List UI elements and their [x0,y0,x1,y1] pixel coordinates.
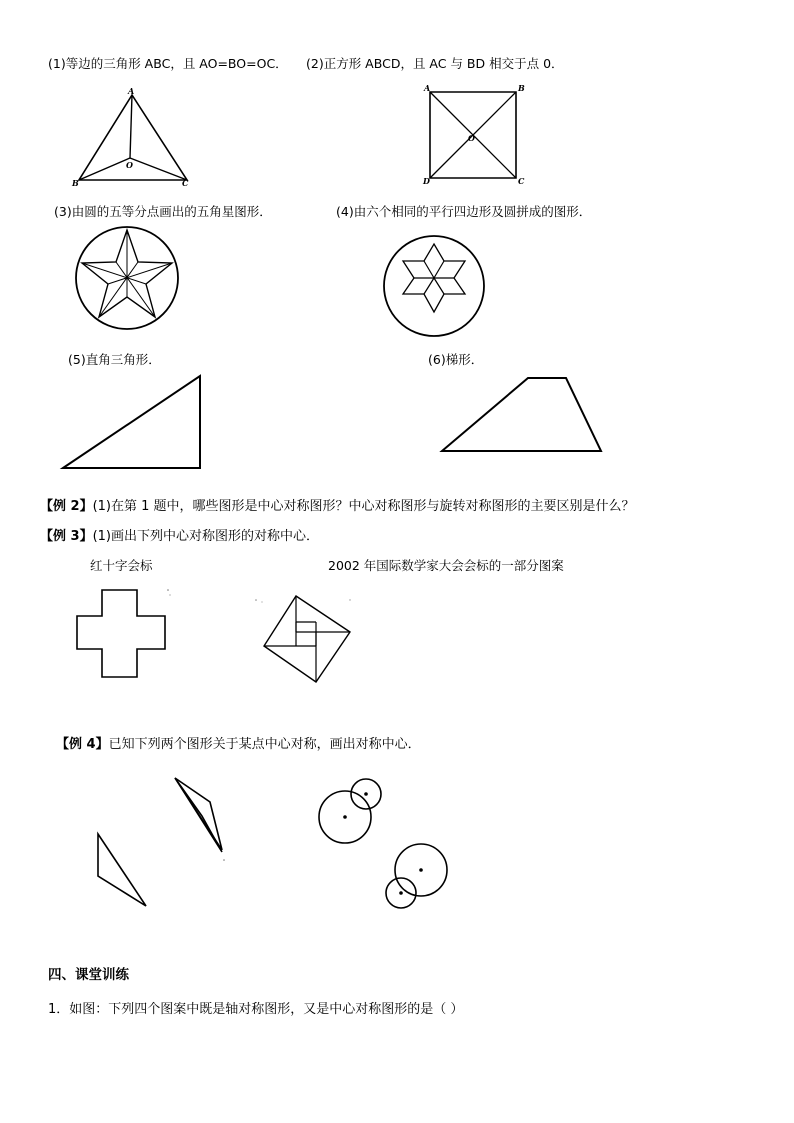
icm-pattern-figure [250,590,360,686]
example-3-tag: 【例 3】 [40,529,93,544]
red-cross-emblem-figure [72,586,172,682]
vertex-d-label: D [423,176,430,186]
caption-fig5: (5)直角三角形． [68,352,161,367]
example-2-tag: 【例 2】 [40,499,93,514]
symmetric-circles-figure [316,776,452,914]
hexagram-rhombi-figure [382,234,486,338]
right-triangle-figure [58,372,206,472]
example-4-line [56,737,421,753]
square-figure [420,84,528,184]
question-1-text: 1．如图：下列四个图案中既是轴对称图形，又是中心对称图形的是（ ） [48,1002,464,1017]
caption-fig1: (1)等边的三角形 ABC，且 AO=BO=OC． [48,56,288,71]
vertex-a-label: A [424,83,431,93]
example-3-text: (1)画出下列中心对称图形的对称中心． [92,529,319,544]
equilateral-triangle-figure [70,88,200,190]
icm-logo-label: 2002 年国际数学家大会会标的一部分图案 [328,558,564,573]
trapezoid-figure [438,374,606,456]
example-4-text: 已知下列两个图形关于某点中心对称，画出对称中心． [108,737,421,752]
vertex-c-label: C [182,178,189,188]
caption-fig3: (3)由圆的五等分点画出的五角星图形． [54,204,272,219]
vertex-b-label: B [72,178,79,188]
caption-fig4: (4)由六个相同的平行四边形及圆拼成的图形． [336,204,592,219]
example-2-text: (1)在第 1 题中，哪些图形是中心对称图形？中心对称图形与旋转对称图形的主要区别是什么？ [92,499,635,514]
example-3-line [40,529,319,545]
example-2-line [40,499,635,515]
symmetric-triangles-figure [90,774,240,912]
star-in-circle-figure [70,224,182,332]
vertex-c-label: C [518,176,525,186]
vertex-a-label: A [128,86,135,96]
red-cross-label: 红十字会标 [90,558,153,573]
caption-fig6: (6)梯形． [428,352,484,367]
center-o-label: O [468,133,475,143]
caption-fig2: (2)正方形 ABCD，且 AC 与 BD 相交于点 0． [306,56,564,71]
example-4-tag: 【例 4】 [56,737,109,752]
section-4-heading: 四、课堂训练 [48,967,129,983]
vertex-b-label: B [518,83,525,93]
center-o-label: O [126,160,133,170]
